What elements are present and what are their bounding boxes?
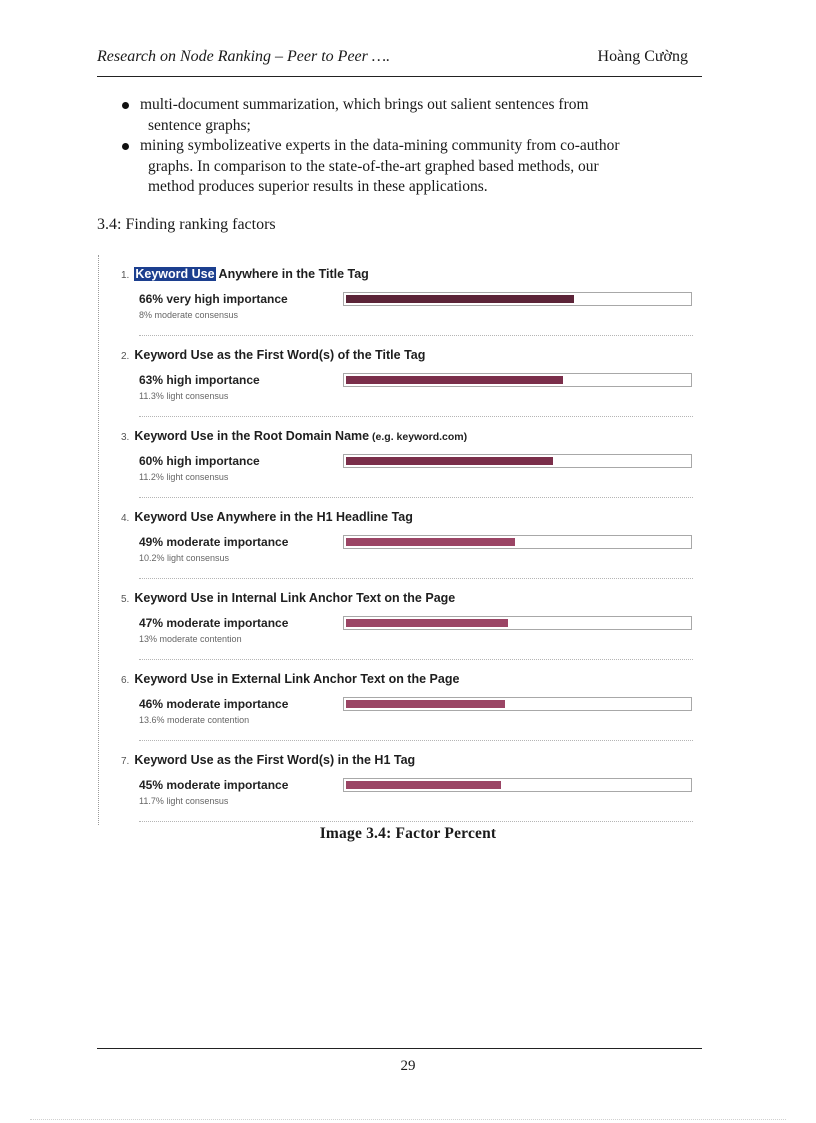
caption-text: Image 3.4: Factor Percent bbox=[319, 825, 497, 842]
importance-label: 63% high importance bbox=[139, 373, 260, 387]
factor-number: 7. bbox=[121, 756, 130, 767]
factor-row bbox=[121, 255, 693, 336]
factor-title-text: Keyword Use as the First Word(s) of the Title Tag bbox=[134, 348, 426, 362]
importance-bar-fill bbox=[346, 376, 563, 384]
importance-bar-track bbox=[343, 616, 692, 630]
row-separator bbox=[139, 821, 693, 822]
factor-number: 3. bbox=[121, 432, 130, 443]
author-name: Hoàng Cường bbox=[597, 48, 688, 65]
importance-bar-fill bbox=[346, 538, 515, 546]
importance-bar-track bbox=[343, 697, 692, 711]
section-heading: 3.4: Finding ranking factors bbox=[97, 216, 276, 233]
importance-label: 49% moderate importance bbox=[139, 535, 289, 549]
bullet-item bbox=[122, 136, 697, 198]
factor-title bbox=[121, 267, 369, 281]
footer-rule bbox=[97, 1048, 702, 1049]
importance-label: 47% moderate importance bbox=[139, 616, 289, 630]
factor-row bbox=[121, 498, 693, 579]
importance-bar-fill bbox=[346, 619, 508, 627]
page-number: 29 bbox=[400, 1058, 416, 1074]
factor-title-text: Keyword Use in the Root Domain Name bbox=[134, 429, 370, 443]
factor-title bbox=[121, 672, 459, 686]
factor-title-text: Keyword Use in Internal Link Anchor Text on the Page bbox=[134, 591, 456, 605]
consensus-label: 11.2% light consensus bbox=[139, 472, 229, 482]
page-edge bbox=[30, 1119, 786, 1120]
bullet-line: mining symbolizeative experts in the data-mining community from co-author bbox=[140, 137, 620, 154]
factor-number: 4. bbox=[121, 513, 130, 524]
bullet-line: graphs. In comparison to the state-of-the-art graphed based methods, our bbox=[148, 157, 599, 175]
bullet-line: multi-document summarization, which brings out salient sentences from bbox=[140, 96, 589, 113]
importance-bar-fill bbox=[346, 781, 501, 789]
factor-title bbox=[121, 591, 455, 605]
consensus-label: 13% moderate contention bbox=[139, 634, 242, 644]
factor-row bbox=[121, 336, 693, 417]
importance-bar-track bbox=[343, 373, 692, 387]
factor-title bbox=[121, 510, 413, 524]
consensus-label: 8% moderate consensus bbox=[139, 310, 239, 320]
factor-row bbox=[121, 660, 693, 741]
factor-title-example: (e.g. keyword.com) bbox=[369, 431, 468, 443]
factor-title-text: Anywhere in the Title Tag bbox=[215, 267, 369, 281]
bullet-line: method produces superior results in these applications. bbox=[148, 178, 488, 195]
bullet-list bbox=[122, 95, 697, 198]
factor-number: 6. bbox=[121, 675, 130, 686]
factor-row bbox=[121, 417, 693, 498]
factor-title bbox=[121, 348, 425, 362]
importance-bar-track bbox=[343, 778, 692, 792]
factor-number: 1. bbox=[121, 270, 130, 281]
importance-bar-track bbox=[343, 454, 692, 468]
header-rule bbox=[97, 76, 702, 77]
importance-label: 66% very high importance bbox=[139, 292, 288, 306]
importance-bar-fill bbox=[346, 457, 553, 465]
importance-label: 46% moderate importance bbox=[139, 697, 289, 711]
importance-bar-fill bbox=[346, 295, 574, 303]
page-header bbox=[97, 48, 702, 78]
importance-label: 60% high importance bbox=[139, 454, 260, 468]
figure-caption bbox=[0, 825, 816, 843]
factor-number: 2. bbox=[121, 351, 130, 362]
consensus-label: 13.6% moderate contention bbox=[139, 715, 250, 725]
factor-row bbox=[121, 579, 693, 660]
consensus-label: 11.7% light consensus bbox=[139, 796, 229, 806]
factor-title-text: Keyword Use as the First Word(s) in the H1 Tag bbox=[134, 753, 416, 767]
document-title: Research on Node Ranking – Peer to Peer …. bbox=[97, 48, 391, 65]
factor-number: 5. bbox=[121, 594, 130, 605]
consensus-label: 10.2% light consensus bbox=[139, 553, 230, 563]
importance-label: 45% moderate importance bbox=[139, 778, 289, 792]
highlighted-keyword: Keyword Use bbox=[135, 267, 215, 281]
bullet-item bbox=[122, 95, 697, 136]
importance-bar-track bbox=[343, 535, 692, 549]
bullet-line: sentence graphs; bbox=[148, 116, 251, 134]
factor-title bbox=[121, 753, 415, 767]
ranking-factors-figure bbox=[98, 255, 699, 825]
factor-title-text: Keyword Use in External Link Anchor Text on the Page bbox=[134, 672, 460, 686]
importance-bar-track bbox=[343, 292, 692, 306]
factor-title bbox=[121, 429, 467, 443]
factor-title-text: Keyword Use Anywhere in the H1 Headline Tag bbox=[134, 510, 413, 524]
importance-bar-fill bbox=[346, 700, 505, 708]
consensus-label: 11.3% light consensus bbox=[139, 391, 229, 401]
bullet-icon bbox=[122, 143, 129, 150]
bullet-icon bbox=[122, 102, 129, 109]
factor-row bbox=[121, 741, 693, 822]
